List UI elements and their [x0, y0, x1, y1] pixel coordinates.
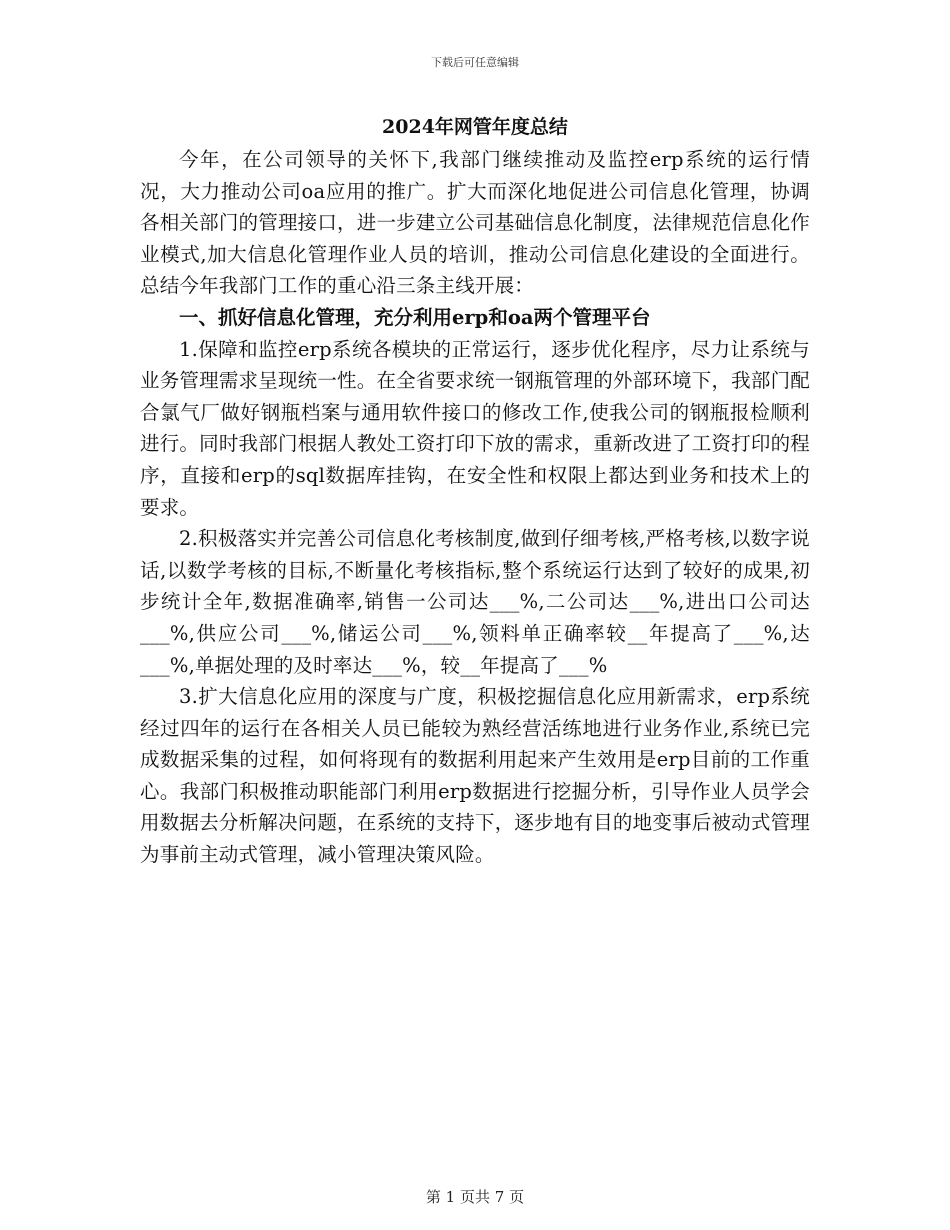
- item-paragraph-1: 1.保障和监控erp系统各模块的正常运行，逐步优化程序，尽力让系统与业务管理需求呈现统一性。在全省要求统一钢瓶管理的外部环境下，我部门配合氯气厂做好钢瓶档案与通用软件接口的修改工作,使我公司的钢瓶报检顺利进行。同时我部门根据人教处工资打印下放的需求，重新改进了工资打印的程序，直接和erp的sql数据库挂钩，在安全性和权限上都达到业务和技术上的要求。: [140, 337, 810, 519]
- section-heading-1: 一、抓好信息化管理，充分利用erp和oa两个管理平台: [179, 305, 651, 329]
- document-title: 2024年网管年度总结: [382, 116, 568, 138]
- intro-paragraph: 今年，在公司领导的关怀下,我部门继续推动及监控erp系统的运行情况，大力推动公司oa应用的推广。扩大而深化地促进公司信息化管理，协调各相关部门的管理接口，进一步建立公司基础信息化制度，法律规范信息化作业模式,加大信息化管理作业人员的培训，推动公司信息化建设的全面进行。总结今年我部门工作的重心沿三条主线开展：: [140, 148, 810, 298]
- item-paragraph-3: 3.扩大信息化应用的深度与广度，积极挖掘信息化应用新需求，erp系统经过四年的运行在各相关人员已能较为熟经营活练地进行业务作业,系统已完成数据采集的过程，如何将现有的数据利用起来产生效用是erp目前的工作重心。我部门积极推动职能部门利用erp数据进行挖掘分析，引导作业人员学会用数据去分析解决问题，在系统的支持下，逐步地有目的地变事后被动式管理为事前主动式管理，减小管理决策风险。: [140, 685, 810, 867]
- page-footer-number: 第 1 页共 7 页: [425, 1188, 525, 1206]
- document-body: [140, 112, 810, 871]
- page-header-note: 下载后可任意编辑: [431, 56, 519, 69]
- item-paragraph-2: 2.积极落实并完善公司信息化考核制度,做到仔细考核,严格考核,以数字说话,以数学考核的目标,不断量化考核指标,整个系统运行达到了较好的成果,初步统计全年,数据准确率,销售一公司达___%,二公司达___%,进出口公司达___%,供应公司___%,储运公司___%,领料单正确率较__年提高了___%,达___%,单据处理的及时率达___%，较__年提高了___%: [140, 527, 810, 677]
